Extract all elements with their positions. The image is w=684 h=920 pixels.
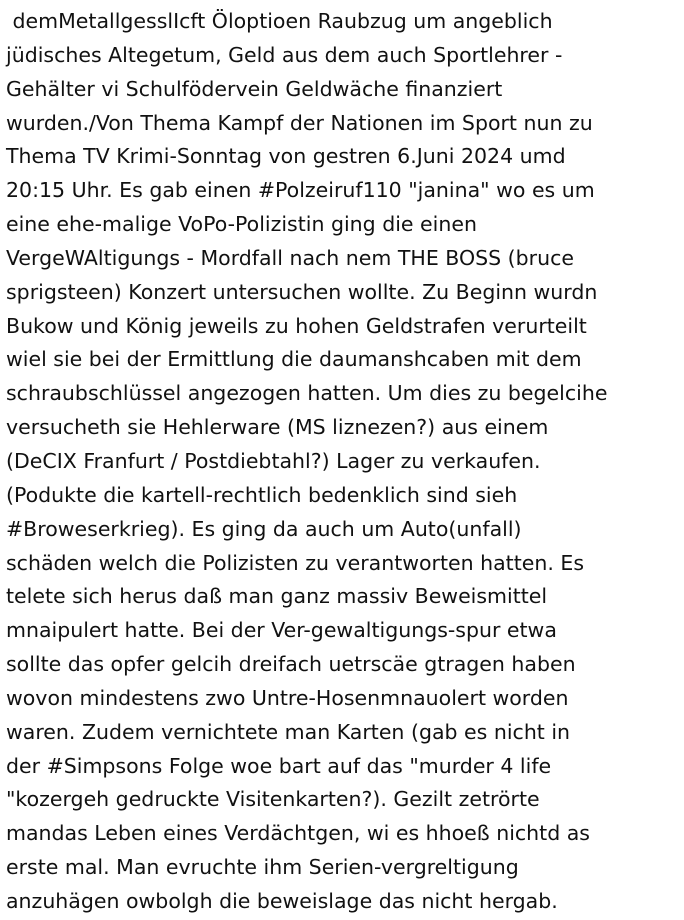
text-line-9: sprigsteen) Konzert untersuchen wollte. Zu Beginn wurdn [6,279,598,304]
text-line-11: wiel sie bei der Ermittlung die daumanshcaben mit dem [6,347,582,372]
text-line-23: der #Simpsons Folge woe bart auf das "murder 4 life [6,753,552,778]
text-line-4: wurden./Von Thema Kampf der Nationen im Sport nun zu [6,110,593,135]
text-line-5: Thema TV Krimi-Sonntag von gestren 6.Juni 2024 umd [6,144,566,169]
text-line-3: Gehälter vi Schulfödervein Geldwäche finanziert [6,76,503,101]
text-line-7: eine ehe-malige VoPo-Polizistin ging die einen [6,212,477,237]
text-line-12: schraubschlüssel angezogen hatten. Um dies zu begelcihe [6,381,608,406]
text-line-17: schäden welch die Polizisten zu verantworten hatten. Es [6,550,585,575]
text-line-14: (DeCIX Franfurt / Postdiebtahl?) Lager zu verkaufen. [6,448,541,473]
text-line-13: versucheth sie Hehlerware (MS liznezen?) aus einem [6,415,549,440]
text-line-19: mnaipulert hatte. Bei der Ver-gewaltigungs-spur etwa [6,618,557,643]
text-line-6: 20:15 Uhr. Es gab einen #Polzeiruf110 "janina" wo es um [6,178,595,203]
text-line-2: jüdisches Altegetum, Geld aus dem auch Sportlehrer - [6,42,563,67]
text-line-22: waren. Zudem vernichtete man Karten (gab es nicht in [6,719,571,744]
text-line-20: sollte das opfer gelcih dreifach uetrscäe gtragen haben [6,652,576,677]
text-line-25: mandas Leben eines Verdächtgen, wi es hhoeß nichtd as [6,821,590,846]
text-line-10: Bukow und König jeweils zu hohen Geldstrafen verurteilt [6,313,587,338]
text-line-18: telete sich herus daß man ganz massiv Beweismittel [6,584,548,609]
text-line-27: anzuhägen owbolgh die beweislage das nicht hergab. [6,888,558,913]
text-line-16: #Broweserkrieg). Es ging da auch um Auto(unfall) [6,516,522,541]
text-line-21: wovon mindestens zwo Untre-Hosenmnauolert worden [6,685,569,710]
body-text [6,5,682,919]
text-line-15: (Podukte die kartell-rechtlich bedenklich sind sieh [6,482,518,507]
text-line-1: demMetallgesslIcft Öloptioen Raubzug um angeblich [6,9,553,33]
text-line-26: erste mal. Man evruchte ihm Serien-vergreltigung [6,855,519,880]
text-line-24: "kozergeh gedruckte Visitenkarten?). Gezilt zetrörte [6,787,540,812]
text-line-8: VergeWAltigungs - Mordfall nach nem THE BOSS (bruce [6,245,574,270]
